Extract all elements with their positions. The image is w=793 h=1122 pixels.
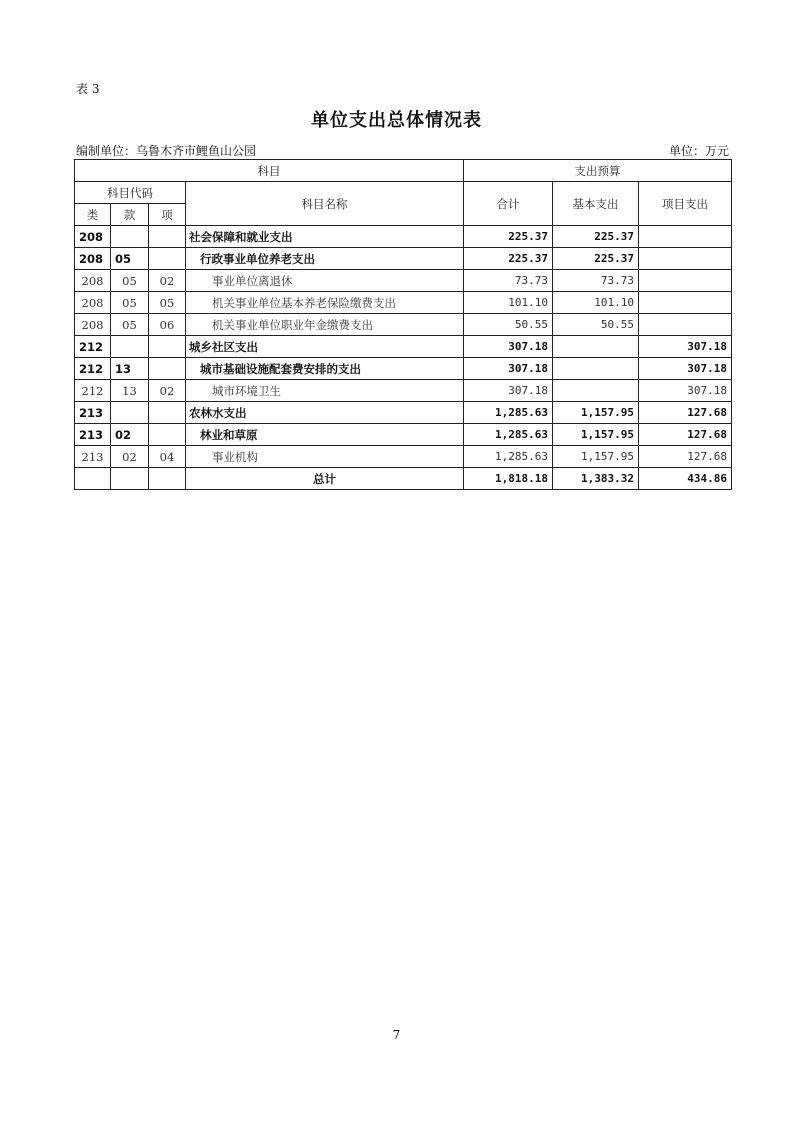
- cell-project: 307.18: [639, 380, 732, 402]
- cell-total: 1,285.63: [464, 424, 553, 446]
- cell-kuan: [111, 336, 149, 358]
- cell-project: [639, 314, 732, 336]
- table-row: [75, 270, 732, 292]
- cell-project: [639, 270, 732, 292]
- header-kuan: 款: [111, 204, 149, 226]
- expenditure-table: [74, 159, 732, 490]
- header-budget: 支出预算: [464, 160, 732, 182]
- cell-name: 行政事业单位养老支出: [186, 248, 464, 270]
- total-project: 434.86: [639, 468, 732, 490]
- cell-xiang: [149, 402, 186, 424]
- table-number: 表 3: [76, 82, 100, 96]
- cell-kuan: 13: [111, 358, 149, 380]
- cell-lei: 213: [75, 402, 111, 424]
- header-lei: 类: [75, 204, 111, 226]
- cell-xiang: [149, 226, 186, 248]
- cell-basic: [553, 336, 639, 358]
- cell-project: 307.18: [639, 336, 732, 358]
- currency-unit: 单位：万元: [668, 144, 729, 158]
- cell-lei: 208: [75, 292, 111, 314]
- table-row: [75, 380, 732, 402]
- total-basic: 1,383.32: [553, 468, 639, 490]
- cell-project: [639, 248, 732, 270]
- header-code: 科目代码: [75, 182, 186, 204]
- total-total: 1,818.18: [464, 468, 553, 490]
- cell-xiang: [149, 248, 186, 270]
- cell-total: 225.37: [464, 226, 553, 248]
- table-row: [75, 336, 732, 358]
- cell-project: 307.18: [639, 358, 732, 380]
- table-row: [75, 446, 732, 468]
- table-row: [75, 292, 732, 314]
- cell-lei: 208: [75, 248, 111, 270]
- header-project: 项目支出: [639, 182, 732, 226]
- cell-project: [639, 226, 732, 248]
- header-basic: 基本支出: [553, 182, 639, 226]
- cell-name: 机关事业单位职业年金缴费支出: [186, 314, 464, 336]
- cell-kuan: 05: [111, 270, 149, 292]
- page-number: 7: [392, 1028, 401, 1042]
- cell-xiang: 02: [149, 380, 186, 402]
- cell-lei: 212: [75, 358, 111, 380]
- cell-xiang: 04: [149, 446, 186, 468]
- header-subject: 科目: [75, 160, 464, 182]
- cell-total: 307.18: [464, 336, 553, 358]
- header-xiang: 项: [149, 204, 186, 226]
- cell-xiang: [149, 358, 186, 380]
- table-row: [75, 424, 732, 446]
- cell-lei: 213: [75, 424, 111, 446]
- cell-basic: 1,157.95: [553, 424, 639, 446]
- cell-kuan: 02: [111, 424, 149, 446]
- cell-total: 307.18: [464, 358, 553, 380]
- cell-name: 城乡社区支出: [186, 336, 464, 358]
- compiler-unit: 编制单位：乌鲁木齐市鲤鱼山公园: [76, 144, 257, 158]
- cell-kuan: 05: [111, 292, 149, 314]
- table-row: [75, 226, 732, 248]
- cell-name: 农林水支出: [186, 402, 464, 424]
- cell-name: 城市基础设施配套费安排的支出: [186, 358, 464, 380]
- cell-kuan: [111, 402, 149, 424]
- cell-kuan: [111, 468, 149, 490]
- cell-basic: [553, 380, 639, 402]
- cell-name: 社会保障和就业支出: [186, 226, 464, 248]
- cell-basic: 73.73: [553, 270, 639, 292]
- cell-kuan: 05: [111, 248, 149, 270]
- table-row: [75, 402, 732, 424]
- cell-project: 127.68: [639, 446, 732, 468]
- table-row: [75, 358, 732, 380]
- table-row: [75, 314, 732, 336]
- cell-project: 127.68: [639, 424, 732, 446]
- cell-total: 307.18: [464, 380, 553, 402]
- cell-kuan: 13: [111, 380, 149, 402]
- cell-total: 1,285.63: [464, 402, 553, 424]
- cell-name: 事业机构: [186, 446, 464, 468]
- cell-xiang: 02: [149, 270, 186, 292]
- total-row: [75, 468, 732, 490]
- cell-basic: 50.55: [553, 314, 639, 336]
- cell-basic: 225.37: [553, 226, 639, 248]
- cell-xiang: 06: [149, 314, 186, 336]
- cell-lei: 208: [75, 314, 111, 336]
- cell-name: 城市环境卫生: [186, 380, 464, 402]
- cell-name: 林业和草原: [186, 424, 464, 446]
- cell-total: 73.73: [464, 270, 553, 292]
- cell-lei: 212: [75, 380, 111, 402]
- cell-project: 127.68: [639, 402, 732, 424]
- cell-lei: [75, 468, 111, 490]
- cell-lei: 213: [75, 446, 111, 468]
- cell-total: 225.37: [464, 248, 553, 270]
- cell-basic: 101.10: [553, 292, 639, 314]
- header-name: 科目名称: [186, 182, 464, 226]
- cell-kuan: 05: [111, 314, 149, 336]
- cell-total: 1,285.63: [464, 446, 553, 468]
- cell-basic: 225.37: [553, 248, 639, 270]
- cell-project: [639, 292, 732, 314]
- cell-xiang: [149, 336, 186, 358]
- cell-total: 50.55: [464, 314, 553, 336]
- cell-total: 101.10: [464, 292, 553, 314]
- total-label: 总计: [186, 468, 464, 490]
- page-title: 单位支出总体情况表: [311, 110, 482, 131]
- cell-basic: 1,157.95: [553, 402, 639, 424]
- cell-xiang: [149, 424, 186, 446]
- cell-lei: 212: [75, 336, 111, 358]
- cell-xiang: 05: [149, 292, 186, 314]
- header-total: 合计: [464, 182, 553, 226]
- cell-name: 事业单位离退休: [186, 270, 464, 292]
- table-row: [75, 248, 732, 270]
- cell-kuan: [111, 226, 149, 248]
- cell-name: 机关事业单位基本养老保险缴费支出: [186, 292, 464, 314]
- cell-kuan: 02: [111, 446, 149, 468]
- cell-lei: 208: [75, 226, 111, 248]
- cell-basic: 1,157.95: [553, 446, 639, 468]
- cell-lei: 208: [75, 270, 111, 292]
- cell-xiang: [149, 468, 186, 490]
- cell-basic: [553, 358, 639, 380]
